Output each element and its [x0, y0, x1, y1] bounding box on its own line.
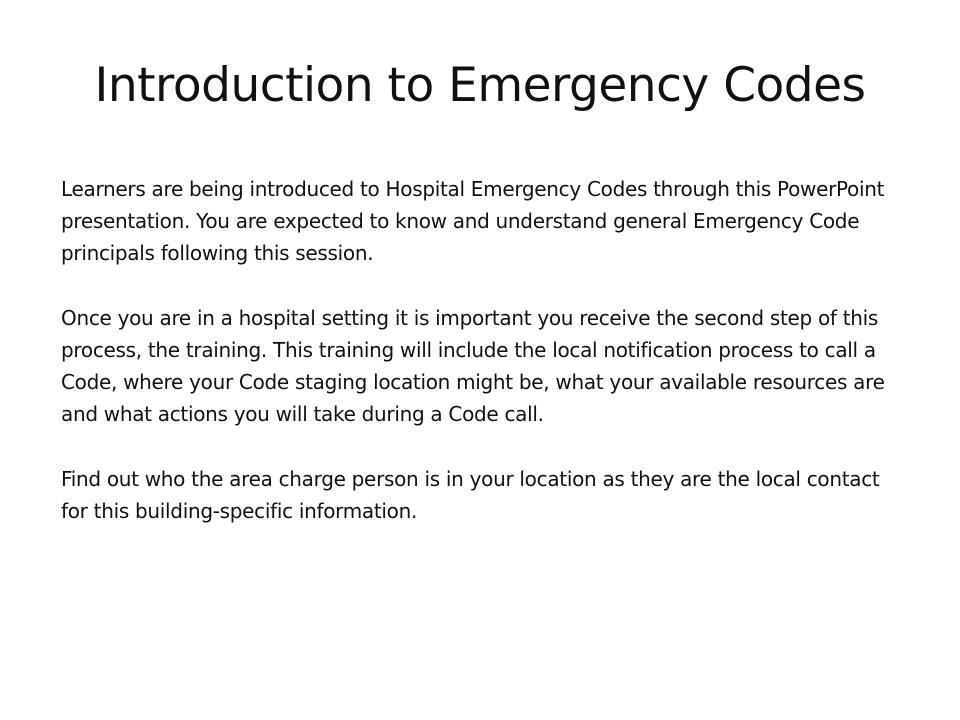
- slide-title: Introduction to Emergency Codes: [94, 58, 866, 113]
- slide-body: [61, 173, 906, 560]
- paragraph-training: Once you are in a hospital setting it is important you receive the second step of this process, the training. This training will include the local notification process to call a Code, where your Code staging location might be, what your available resources are and what actions you will take during a Code call.: [61, 306, 885, 426]
- paragraph-introduction: Learners are being introduced to Hospital Emergency Codes through this PowerPoint presentation. You are expected to know and understand general Emergency Code principals following this session.: [61, 177, 885, 265]
- paragraph-contact: Find out who the area charge person is in your location as they are the local contact for this building-specific information.: [61, 467, 880, 523]
